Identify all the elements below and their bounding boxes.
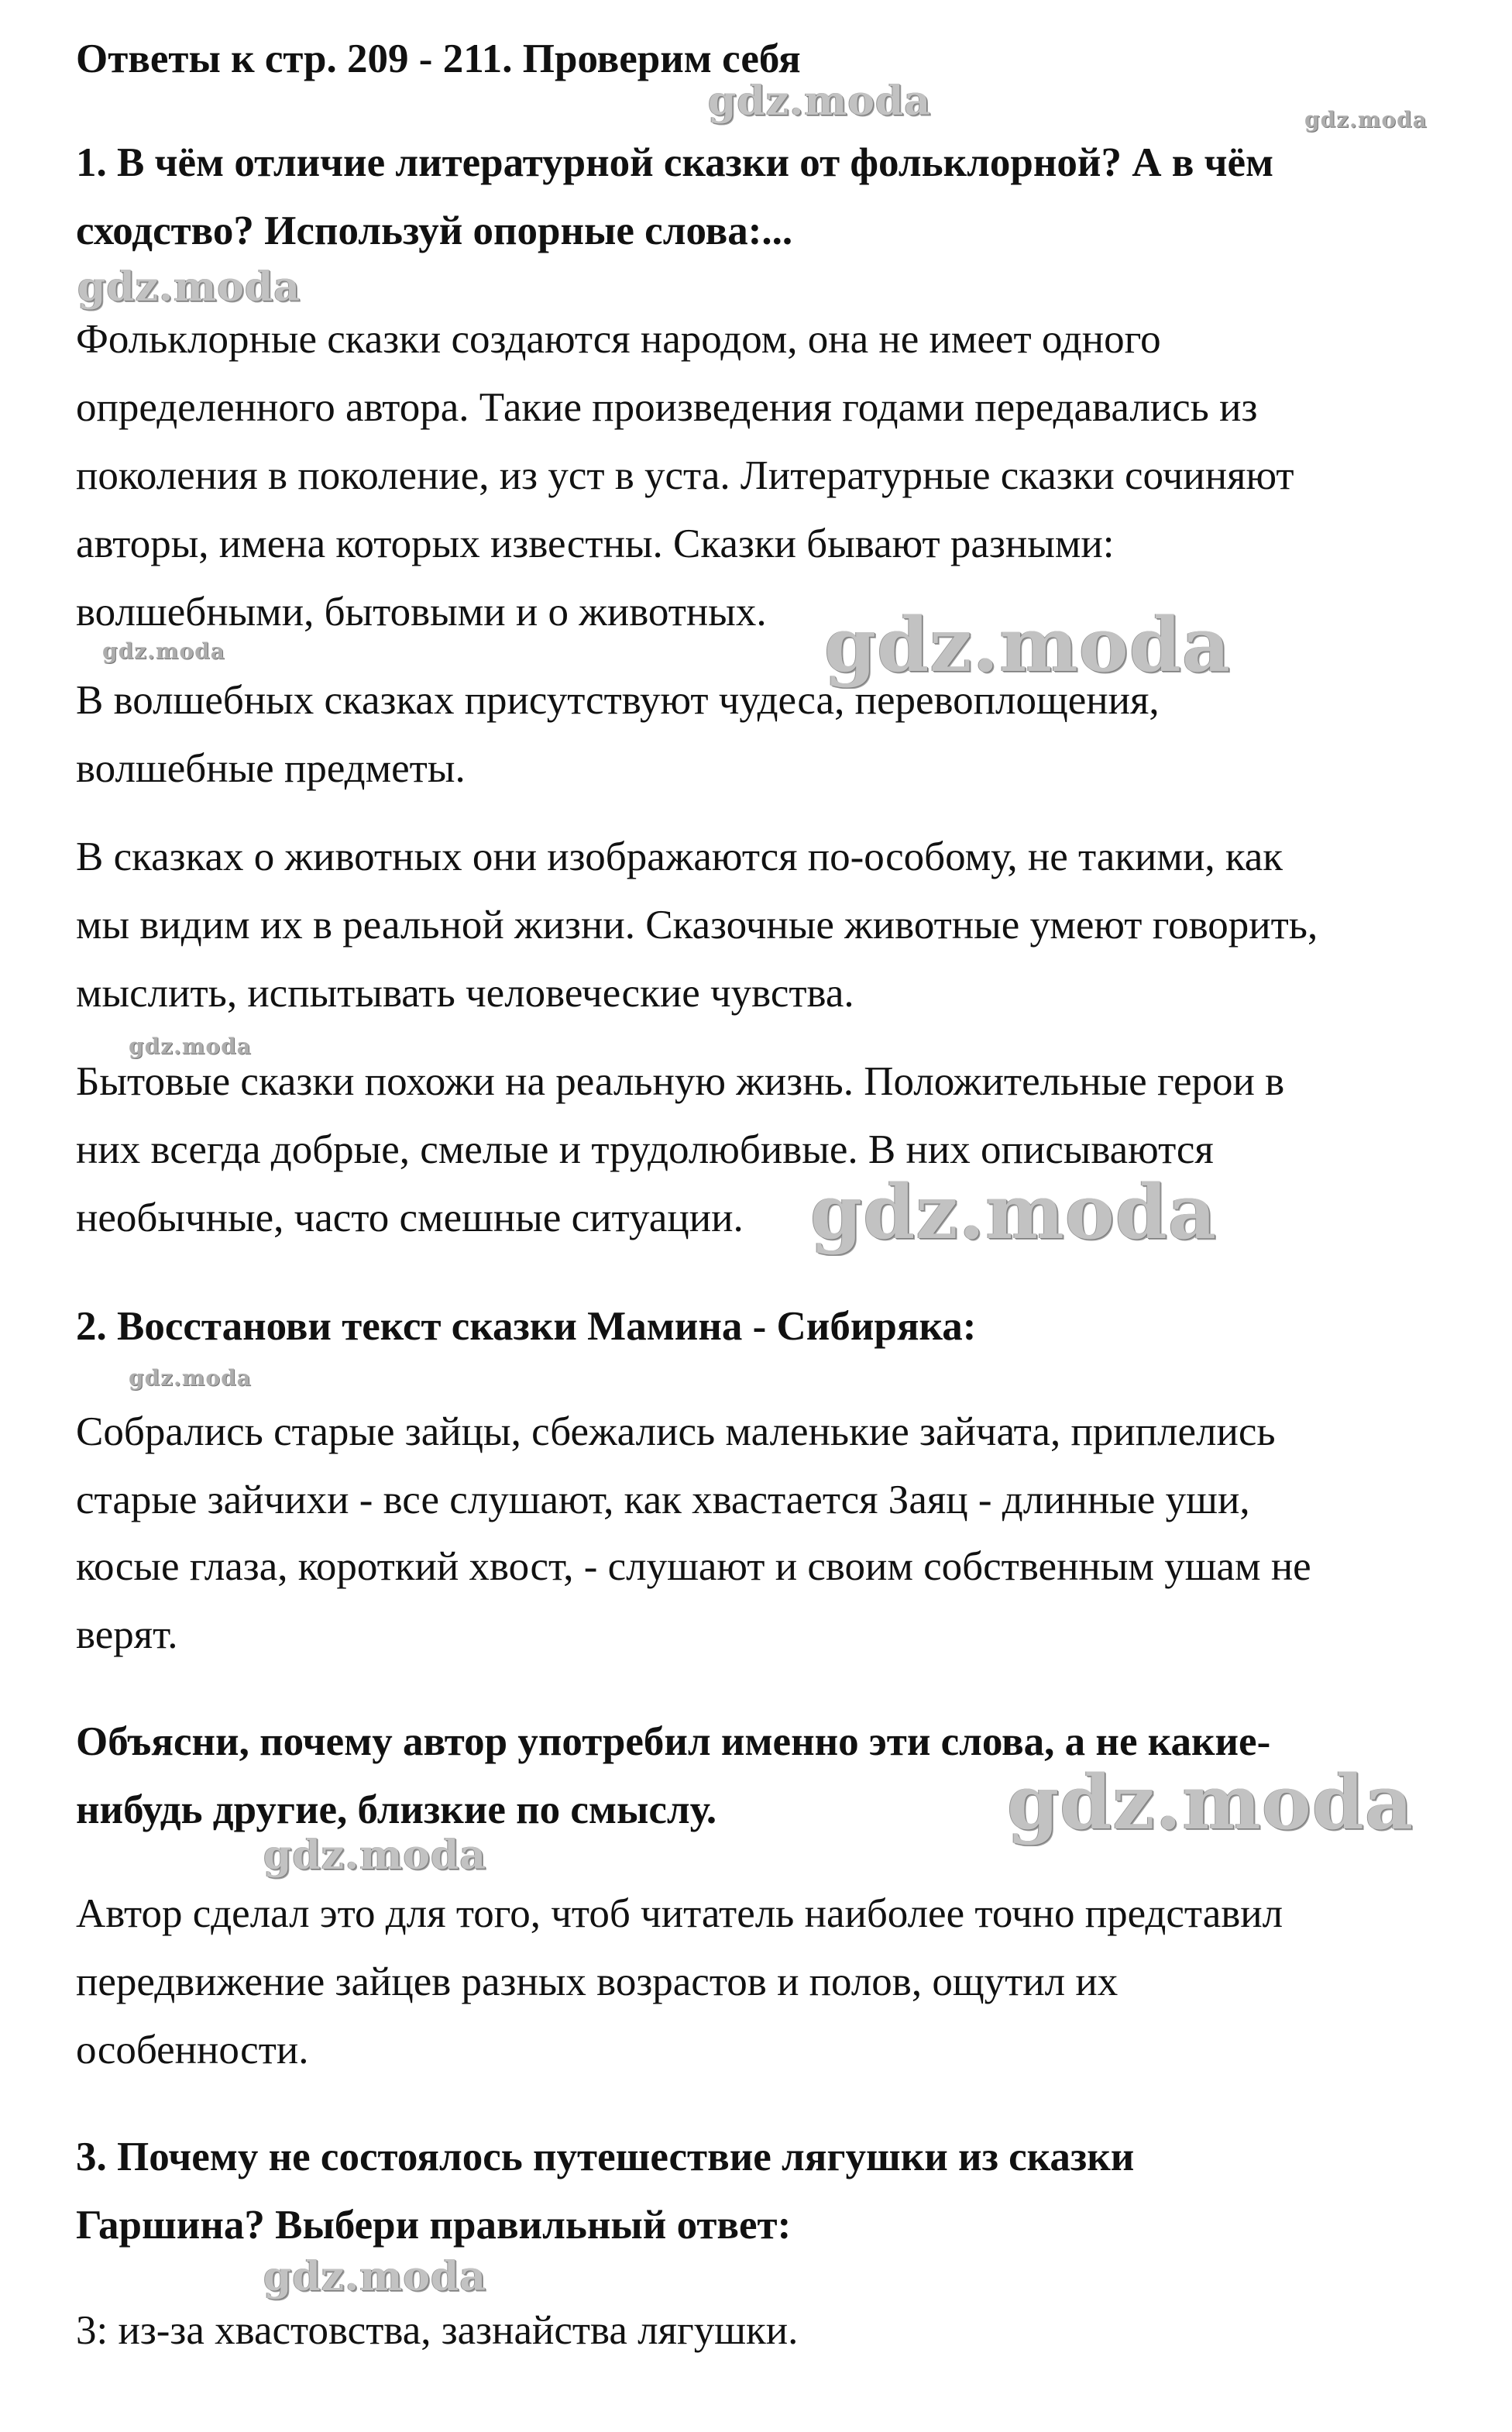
- watermark-logo: gdz.moda: [708, 77, 932, 125]
- q1-question-line-1: 1. В чём отличие литературной сказки от фольклорной? А в чём: [76, 140, 1274, 185]
- watermark-logo: gdz.moda: [263, 1832, 487, 1879]
- q2-sub-question-line-2: нибудь другие, близкие по смыслу.: [76, 1787, 717, 1832]
- q1-answer-line: мыслить, испытывать человеческие чувства.: [76, 971, 854, 1016]
- watermark-logo: gdz.moda: [263, 2253, 487, 2300]
- q1-answer-line: поколения в поколение, из уст в уста. Литературные сказки сочиняют: [76, 453, 1294, 498]
- q2-answer-line: старые зайчихи - все слушают, как хвастается Заяц - длинные уши,: [76, 1477, 1250, 1522]
- q1-answer-line: Фольклорные сказки создаются народом, она не имеет одного: [76, 317, 1161, 362]
- watermark-logo: gdz.moda: [1304, 107, 1428, 132]
- watermark-logo: gdz.moda: [77, 263, 301, 311]
- q2-sub-question-line-1: Объясни, почему автор употребил именно эти слова, а не какие-: [76, 1719, 1271, 1764]
- q1-answer-line: волшебные предметы.: [76, 746, 466, 791]
- q1-answer-line: Бытовые сказки похожи на реальную жизнь. Положительные герои в: [76, 1059, 1285, 1104]
- watermark-logo: gdz.moda: [810, 1168, 1218, 1256]
- q2-answer-line: верят.: [76, 1612, 178, 1657]
- q3-question-line-1: 3. Почему не состоялось путешествие лягушки из сказки: [76, 2134, 1135, 2179]
- q2-sub-answer-line: Автор сделал это для того, чтоб читатель наиболее точно представил: [76, 1891, 1283, 1936]
- q2-sub-answer-line: передвижение зайцев разных возрастов и полов, ощутил их: [76, 1959, 1119, 2004]
- q1-answer-line: авторы, имена которых известны. Сказки бывают разными:: [76, 521, 1115, 566]
- q2-sub-answer-line: особенности.: [76, 2028, 309, 2073]
- watermark-logo: gdz.moda: [824, 601, 1232, 689]
- q2-answer-line: косые глаза, короткий хвост, - слушают и своим собственным ушам не: [76, 1544, 1311, 1589]
- q2-question: 2. Восстанови текст сказки Мамина - Сибиряка:: [76, 1304, 977, 1349]
- q1-answer-line: мы видим их в реальной жизни. Сказочные животные умеют говорить,: [76, 903, 1318, 948]
- q1-answer-line: них всегда добрые, смелые и трудолюбивые. В них описываются: [76, 1127, 1214, 1172]
- page-title: Ответы к стр. 209 - 211. Проверим себя: [76, 36, 801, 81]
- q1-answer-line: волшебными, бытовыми и о животных.: [76, 590, 767, 635]
- watermark-logo: gdz.moda: [102, 638, 225, 664]
- q2-answer-line: Собрались старые зайцы, сбежались маленькие зайчата, приплелись: [76, 1409, 1276, 1454]
- q1-answer-line: В волшебных сказках присутствуют чудеса, перевоплощения,: [76, 678, 1160, 723]
- watermark-logo: gdz.moda: [1007, 1759, 1414, 1846]
- q1-answer-line: В сказках о животных они изображаются по-особому, не такими, как: [76, 834, 1283, 879]
- q1-question-line-2: сходство? Используй опорные слова:...: [76, 208, 793, 253]
- q1-answer-line: определенного автора. Такие произведения годами передавались из: [76, 385, 1258, 430]
- q1-answer-line: необычные, часто смешные ситуации.: [76, 1195, 744, 1240]
- watermark-logo: gdz.moda: [129, 1365, 252, 1391]
- watermark-logo: gdz.moda: [129, 1034, 252, 1059]
- q3-question-line-2: Гаршина? Выбери правильный ответ:: [76, 2203, 792, 2248]
- q3-answer: 3: из-за хвастовства, зазнайства лягушки.: [76, 2308, 799, 2353]
